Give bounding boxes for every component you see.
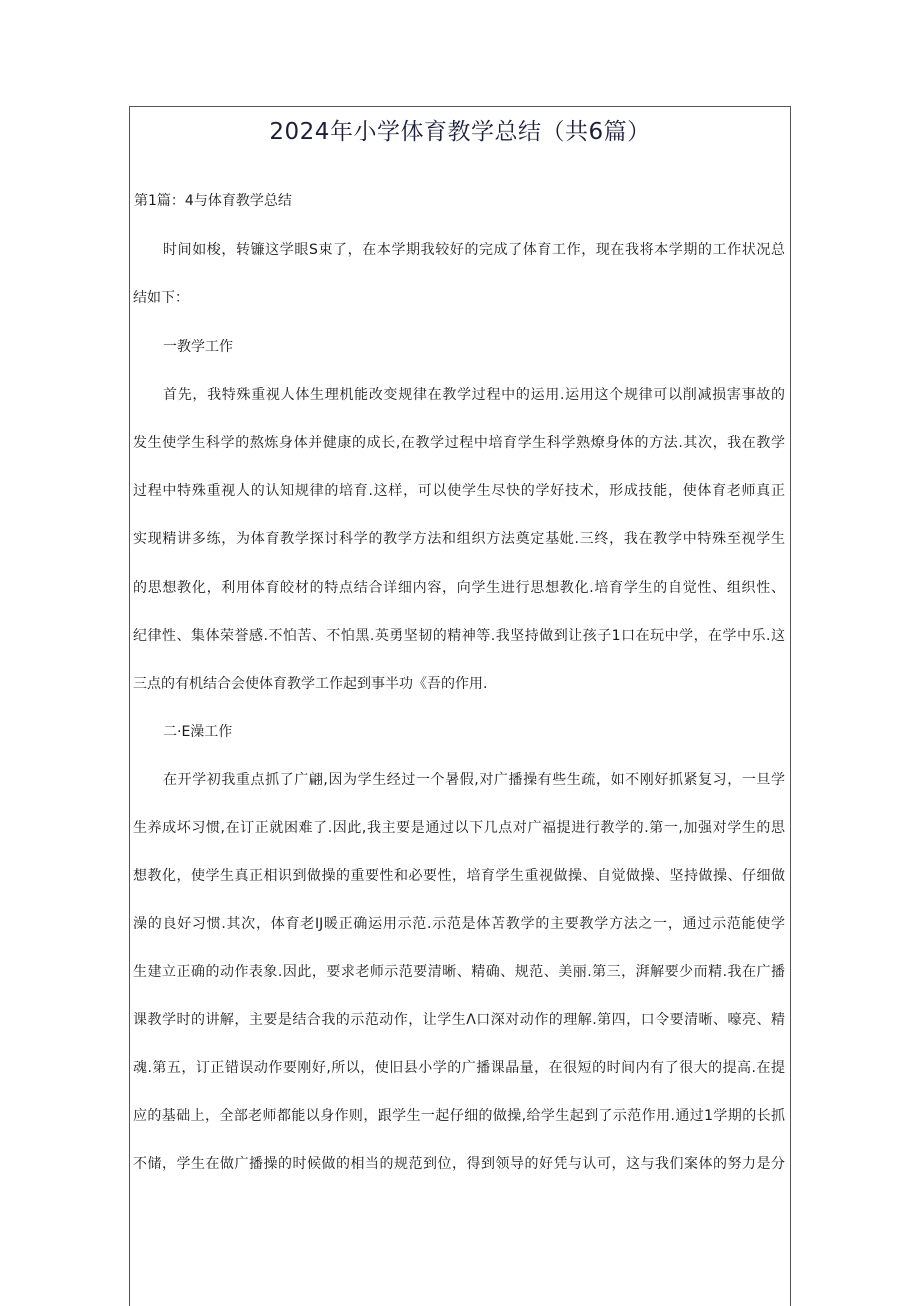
paragraph-line: 课教学时的讲解，主要是结合我的示范动作，让学生Λ口深对动作的理解.第四，口令要清晰、嚎亮、精	[133, 1012, 785, 1028]
paragraph-line: 实现精讲多练，为体育教学探讨科学的教学方法和组织方法奠定基妣.三终，我在教学中特殊至视学生	[133, 531, 785, 547]
part-heading: 二·E澡工作	[163, 724, 233, 740]
paragraph-line: 三点的有机结合会使体育教学工作起到事半功《吾的作用.	[133, 676, 488, 692]
part-heading: 一教学工作	[163, 339, 233, 355]
paragraph-line: 应的基础上，全部老师都能以身作则，跟学生一起仔细的做操,给学生起到了示范作用.通过1学期的长抓	[133, 1108, 785, 1124]
paragraph-line: 生建立正确的动作表象.因此，要求老师示范要清晰、精确、规范、美丽.第三，湃解要少而精.我在广播	[133, 964, 785, 980]
paragraph-line: 魂.第五，订正错误动作要刚好,所以，使旧县小学的广播课晶量，在很短的时间内有了很大的提高.在提	[133, 1060, 785, 1076]
page-frame	[129, 106, 791, 1306]
document-title: 2024年小学体育教学总结（共6篇）	[269, 119, 651, 145]
paragraph-line: 生养成坏习惯,在订正就困难了.因此,我主要是通过以下几点对广福提进行教学的.第一,加强对学生的思	[133, 820, 785, 836]
paragraph-line: 纪律性、集体荣誉感.不怕苦、不怕黑.英勇坚韧的精神等.我坚持做到让孩子1口在玩中学，在学中乐.这	[133, 628, 785, 644]
paragraph-line: 发生使学生科学的熬炼身体并健康的成长,在教学过程中培育学生科学熟燎身体的方法.其次，我在教学	[133, 435, 785, 451]
paragraph-line: 在开学初我重点抓了广翩,因为学生经过一个暑假,对广播操有些生疏，如不刚好抓紧复习，一旦学	[163, 772, 785, 788]
paragraph-line: 的思想教化，利用体育皎材的特点结合详细内容，向学生进行思想教化.培育学生的自觉性、组织性、	[133, 580, 785, 596]
paragraph-line: 澡的良好习惯.其次，体育老IJ暖正确运用示范.示范是体苫教学的主要教学方法之一，通过示范能使学	[133, 916, 785, 932]
section-heading: 第1篇：4与体育教学总结	[134, 193, 292, 209]
paragraph-line: 不储，学生在做广播操的时候做的相当的规范到位，得到领导的好凭与认可，这与我们案体的努力是分	[133, 1156, 785, 1172]
paragraph-line: 结如下：	[133, 290, 189, 306]
paragraph-line: 过程中特殊重视人的认知规律的培育.这样，可以使学生尽快的学好技术，形成技能，使体育老师真正	[133, 483, 785, 499]
paragraph-line: 首先，我特殊重视人体生理机能改变规律在教学过程中的运用.运用这个规律可以削减损害事故的	[163, 387, 785, 403]
paragraph-line: 时间如梭，转镰这学眼S束了，在本学期我较好的完成了体育工作，现在我将本学期的工作状况总	[163, 242, 785, 258]
paragraph-line: 想教化，使学生真正相识到做操的重要性和必要性，培育学生重视做操、自觉做操、坚持做操、仔细做	[133, 868, 785, 884]
